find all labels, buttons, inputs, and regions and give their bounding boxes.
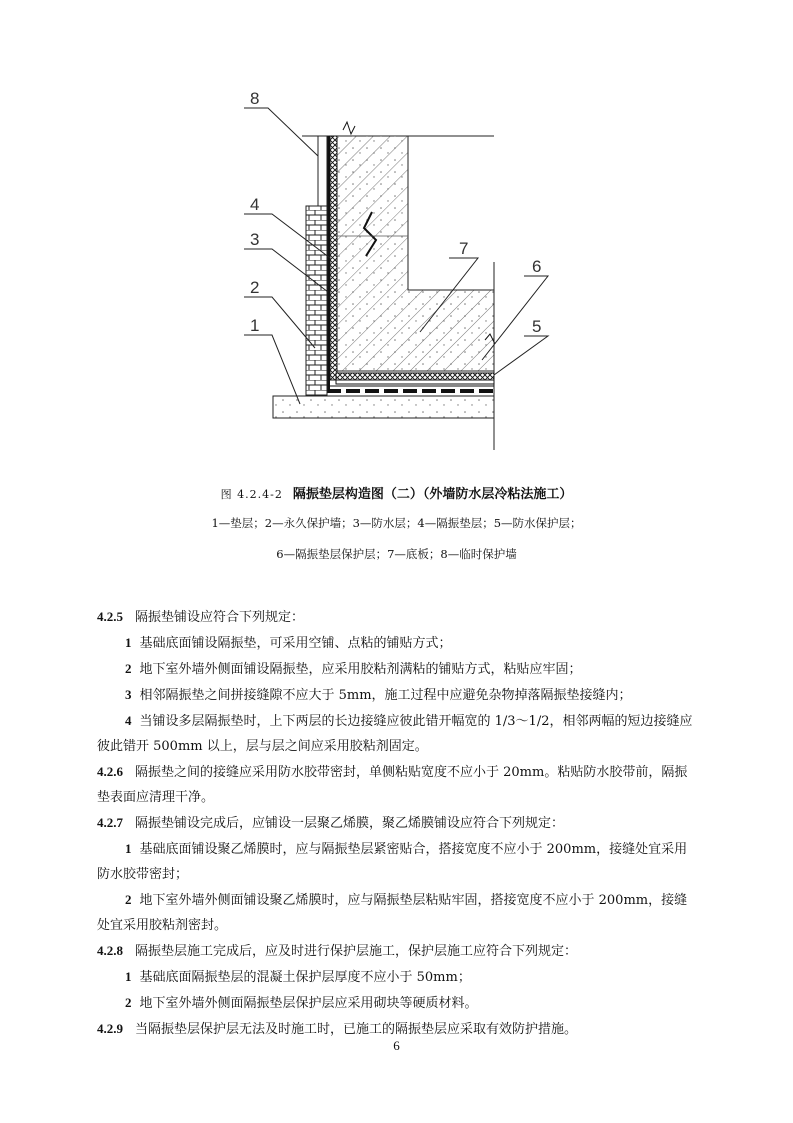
clause-4-2-8: 4.2.8 隔振垫层施工完成后，应及时进行保护层施工，保护层施工应符合下列规定： <box>97 943 578 959</box>
list-item: 4 当铺设多层隔振垫时，上下两层的长边接缝应彼此错开幅宽的 1/3～1/2，相邻两幅的短边接缝应彼此错开 500mm 以上，层与层之间应采用胶粘剂固定。 <box>97 713 693 754</box>
figure-label-8: 8 <box>250 89 260 108</box>
list-item: 2 地下室外墙外侧面隔振垫层保护层应采用砌块等硬质材料。 <box>125 995 478 1011</box>
figure-caption <box>0 483 793 502</box>
isolation-layer-floor <box>336 373 494 380</box>
list-item: 1 基础底面隔振垫层的混凝土保护层厚度不应小于 50mm； <box>125 969 471 985</box>
clauses-body <box>97 604 697 1042</box>
figure-legend-line-1: 1—垫层；2—永久保护墙；3—防水层；4—隔振垫层；5—防水保护层； <box>211 516 582 530</box>
isolation-layer-wall <box>330 136 337 380</box>
list-item: 3 相邻隔振垫之间拼接缝隙不应大于 5mm，施工过程中应避免杂物掉落隔振垫接缝内； <box>125 687 632 703</box>
figure-label-7: 7 <box>459 239 469 258</box>
figure-label-4: 4 <box>250 195 260 214</box>
list-item: 2 地下室外墙外侧面铺设隔振垫，应采用胶粘剂满粘的铺贴方式，粘贴应牢固； <box>125 661 582 677</box>
brick-wall <box>306 206 327 396</box>
figure-label-5: 5 <box>532 317 542 336</box>
list-item: 1 基础底面铺设聚乙烯膜时，应与隔振垫层紧密贴合，搭接宽度不应小于 200mm，接缝处宜采用防水胶带密封； <box>97 841 688 882</box>
cushion-layer <box>273 396 494 418</box>
figure-label-3: 3 <box>250 230 260 249</box>
construction-figure <box>0 0 793 470</box>
page-number: 6 <box>393 1038 400 1053</box>
list-item: 1 基础底面铺设隔振垫，可采用空铺、点粘的铺贴方式； <box>125 635 452 651</box>
figure-label-1: 1 <box>250 316 260 335</box>
clause-4-2-9: 4.2.9 当隔振垫层保护层无法及时施工时，已施工的隔振垫层应采取有效防护措施。 <box>97 1021 578 1037</box>
figure-legend-line-2: 6—隔振垫层保护层；7—底板；8—临时保护墙 <box>276 547 517 561</box>
figure-title: 隔振垫层构造图（二）（外墙防水层冷粘法施工） <box>292 487 573 502</box>
list-item: 2 地下室外墙外侧面铺设聚乙烯膜时，应与隔振垫层粘贴牢固，搭接宽度不应小于 200mm，接缝处宜采用胶粘剂密封。 <box>97 892 688 933</box>
clause-4-2-5: 4.2.5 隔振垫铺设应符合下列规定： <box>97 609 305 625</box>
clause-4-2-6: 4.2.6 隔振垫之间的接缝应采用防水胶带密封，单侧粘贴宽度不应小于 20mm。粘贴防水胶带前，隔振垫表面应清理干净。 <box>97 764 688 805</box>
temporary-wall <box>318 136 327 206</box>
figure-number: 图 4.2.4-2 <box>220 488 283 501</box>
figure-label-2: 2 <box>250 278 260 297</box>
figure-label-6: 6 <box>532 257 542 276</box>
clause-4-2-7: 4.2.7 隔振垫铺设完成后，应铺设一层聚乙烯膜，聚乙烯膜铺设应符合下列规定： <box>97 815 565 831</box>
